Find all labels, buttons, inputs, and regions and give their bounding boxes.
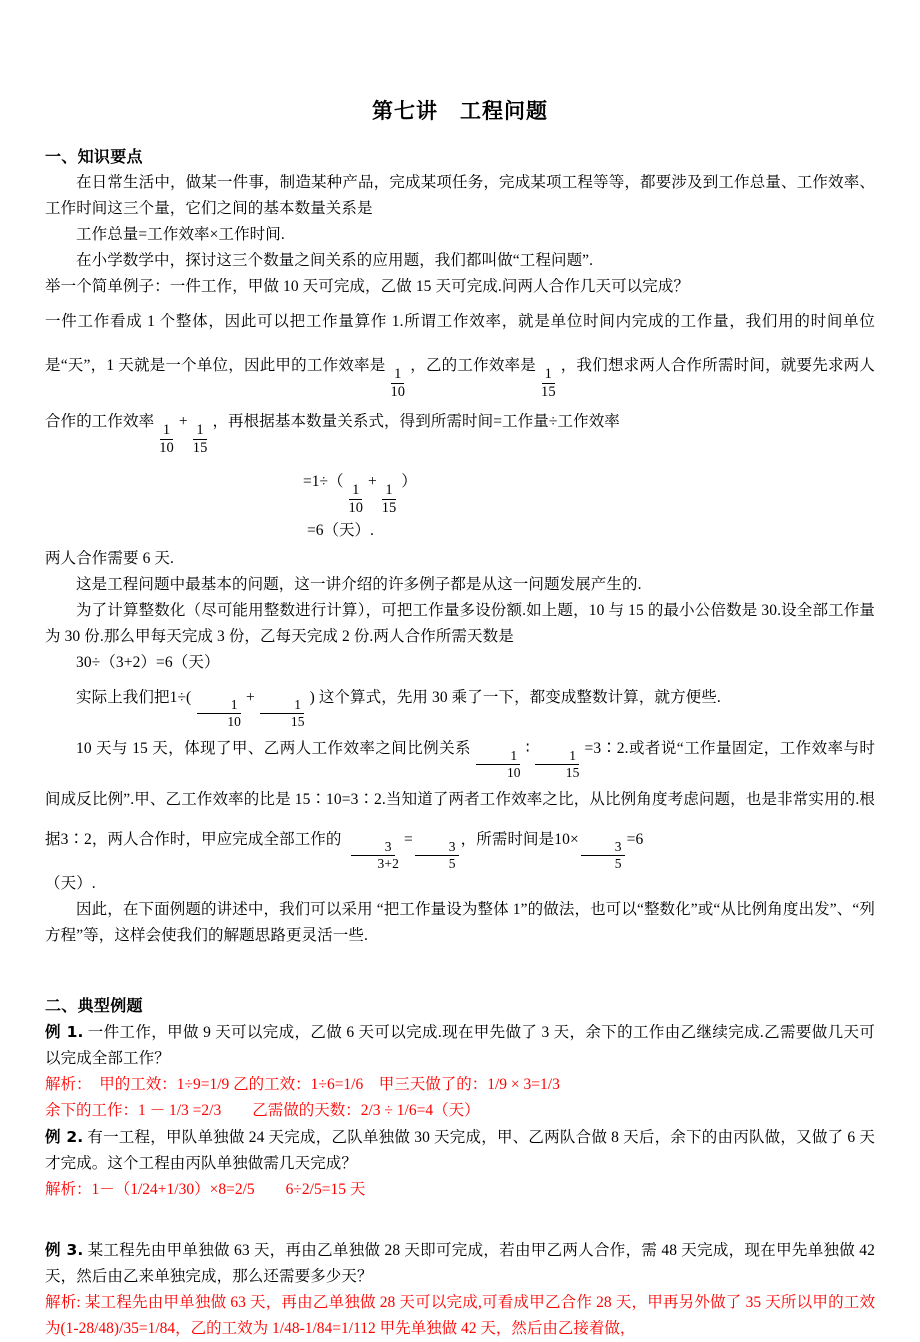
- fraction-numerator: 3: [351, 840, 395, 856]
- fraction-denominator: 10: [348, 500, 363, 517]
- fraction-numerator: 3: [581, 840, 625, 856]
- example-1-solution-line-1: 解析： 甲的工效：1÷9=1/9 乙的工效：1÷6=1/6 甲三天做了的：1/9 × 3=1/3: [45, 1075, 560, 1093]
- fraction-one-fifteenth-2: [190, 423, 211, 456]
- fraction-denominator: 15: [381, 500, 397, 517]
- knowledge-text-10a: 实际上我们把1÷(: [76, 688, 192, 706]
- fraction-one-fifteenth-display: [379, 483, 400, 516]
- fraction-numerator: 1: [382, 483, 395, 500]
- knowledge-paragraph-1: 在日常生活中，做某一件事，制造某种产品，完成某项任务，完成某项工程等等，都要涉及到工作总量、工作效率、工作时间这三个量，它们之间的基本数量关系是: [45, 174, 875, 217]
- section-gap: [45, 949, 875, 975]
- knowledge-text-b: ，乙的工作效率是: [410, 357, 536, 374]
- example-3-label: 例 3.: [45, 1240, 84, 1259]
- fraction-denominator: 10: [506, 765, 521, 781]
- fraction-denominator: 5: [614, 856, 622, 871]
- fraction-denominator: 3+2: [377, 856, 399, 871]
- fraction-denominator: 10: [159, 440, 174, 457]
- knowledge-conclusion-6days: 两人合作需要 6 天.: [45, 549, 174, 567]
- fraction-one-tenth-2: [156, 423, 177, 456]
- knowledge-integer-formula: 30÷（3+2）=6（天）: [76, 653, 220, 671]
- example-gap: [45, 1203, 875, 1237]
- example-2-solution-line-1: 解析：1－（1/24+1/30）×8=2/5 6÷2/5=15 天: [45, 1180, 366, 1198]
- fraction-three-over-sum: [344, 840, 402, 871]
- example-1-question: [45, 1019, 875, 1072]
- fraction-denominator: 15: [565, 765, 580, 781]
- fraction-numerator: 3: [415, 840, 459, 856]
- example-3-solution-line-1: 解析: 某工程先由甲单独做 63 天，再由乙单独做 28 天可以完成,可看成甲乙合作 28 天，甲再另外做了 35 天所以甲的工效为(1-28/48)/35=1/84，乙的工效为 1/48-1/84=1/112 甲先单独做 42 天，然后由乙接着做，: [45, 1293, 875, 1337]
- knowledge-paragraph-7: 这是工程问题中最基本的问题，这一讲介绍的许多例子都是从这一问题发展产生的.: [76, 575, 642, 593]
- ratio-text-b: =3∶2.或者说“工作量固定，工作效率与时间成反比例”.甲、乙工作效率的比是 15∶10=3∶2.当知道了两者工作效率之比，从比例角度考虑问题，也是非常实用的.根据3∶2，两人合作时，甲应完成全部工作的: [45, 739, 875, 848]
- page-content: [45, 0, 875, 1342]
- knowledge-formula-relation: 工作总量=工作效率×工作时间.: [76, 226, 285, 243]
- example-1-text: 一件工作，甲做 9 天可以完成，乙做 6 天可以完成.现在甲先做了 3 天，余下的工作由乙继续完成.乙需要做几天可以完成全部工作？: [45, 1023, 875, 1067]
- fraction-denominator: 10: [227, 714, 242, 730]
- fraction-one-tenth-4: [473, 749, 524, 780]
- fraction-numerator: 1: [197, 698, 241, 714]
- page-title: 第七讲 工程问题: [372, 99, 548, 123]
- fraction-numerator: 1: [260, 698, 304, 714]
- fraction-one-fifteenth-3: [257, 698, 308, 729]
- knowledge-ratio-paragraph: [45, 729, 875, 871]
- section-heading-examples: 二、典型例题: [45, 995, 143, 1015]
- plus-sign-2: +: [246, 688, 255, 706]
- example-1-solution-line-2: 余下的工作：1 － 1/3 =2/3 乙需做的天数：2/3 ÷ 1/6=4（天）: [45, 1101, 480, 1119]
- ratio-colon: ∶: [525, 739, 530, 757]
- fraction-one-tenth-3: [193, 698, 244, 729]
- section-heading-knowledge: 一、知识要点: [45, 147, 143, 166]
- knowledge-paragraph-fractions: [45, 300, 875, 456]
- ratio-text-a: 10 天与 15 天，体现了甲、乙两人工作效率之间比例关系: [76, 739, 471, 757]
- fraction-numerator: 1: [542, 367, 555, 384]
- fraction-denominator: 15: [290, 714, 305, 730]
- knowledge-summary: 因此，在下面例题的讲述中，我们可以采用 “把工作量设为整体 1”的做法，也可以“整数化”或“从比例角度出发”、“列方程”等，这样会使我们的解题思路更灵活一些.: [45, 900, 875, 944]
- fraction-denominator: 15: [540, 384, 556, 401]
- example-2-label: 例 2.: [45, 1127, 84, 1146]
- knowledge-paragraph-10: [45, 676, 875, 729]
- fraction-three-fifths-2: [581, 840, 625, 871]
- knowledge-days-unit: （天）.: [45, 874, 96, 892]
- fraction-numerator: 1: [349, 483, 362, 500]
- fraction-denominator: 10: [390, 384, 406, 401]
- fraction-one-fifteenth-4: [532, 749, 583, 780]
- fraction-numerator: 1: [160, 423, 173, 440]
- equals-sign-1: =: [403, 830, 413, 848]
- fraction-numerator: 1: [535, 749, 579, 765]
- example-3-question: [45, 1237, 875, 1290]
- fraction-numerator: 1: [476, 749, 520, 765]
- knowledge-text-c: ，我们想求两人合作所需时间，就要先求两人合作的工作效率: [45, 357, 875, 430]
- example-2-question: [45, 1124, 875, 1177]
- ratio-text-d: =6: [626, 830, 644, 848]
- knowledge-paragraph-8: 为了计算整数化（尽可能用整数进行计算），可把工作量多设份额.如上题，10 与 15 的最小公倍数是 30.设全部工作量为 30 份.那么甲每天完成 3 份，乙每天完成 2 份.两人合作所需天数是: [45, 601, 875, 645]
- knowledge-example-intro: 举一个简单例子：一件工作，甲做 10 天可完成，乙做 15 天可完成.问两人合作几天可以完成？: [45, 278, 690, 295]
- knowledge-text-a: 一件工作看成 1 个整体，因此可以把工作量算作 1.所谓工作效率，就是单位时间内完成的工作量，我们用的时间单位是“天”，1 天就是一个单位，因此甲的工作效率是: [45, 313, 875, 374]
- fraction-one-fifteenth: [538, 367, 559, 400]
- knowledge-text-d: ，再根据基本数量关系式，得到所需时间=工作量÷工作效率: [212, 412, 620, 430]
- display-formula-line-1: [45, 456, 875, 516]
- plus-sign-1: +: [178, 412, 188, 430]
- example-1-label: 例 1.: [45, 1022, 84, 1041]
- fraction-one-tenth: [387, 367, 408, 400]
- example-2-text: 有一工程，甲队单独做 24 天完成，乙队单独做 30 天完成，甲、乙两队合做 8 天后，余下的由丙队做，又做了 6 天才完成。这个工程由丙队单独做需几天完成？: [45, 1128, 875, 1172]
- example-3-text: 某工程先由甲单独做 63 天，再由乙单独做 28 天即可完成，若由甲乙两人合作，需 48 天完成，现在甲先单独做 42 天，然后由乙来单独完成，那么还需要多少天？: [45, 1241, 875, 1285]
- fraction-one-tenth-display: [346, 483, 367, 516]
- knowledge-text-10b: ) 这个算式，先用 30 乘了一下，都变成整数计算，就方便些.: [309, 688, 721, 706]
- formula-tail: ）: [401, 472, 417, 490]
- fraction-numerator: 1: [391, 367, 404, 384]
- fraction-denominator: 5: [448, 856, 456, 871]
- fraction-denominator: 15: [192, 440, 208, 457]
- plus-sign-display: +: [368, 472, 377, 490]
- formula-lead: =1÷（: [303, 472, 344, 490]
- display-formula-line-2: =6（天）.: [307, 521, 374, 539]
- ratio-text-c: ，所需时间是10×: [460, 830, 579, 848]
- fraction-three-fifths: [415, 840, 459, 871]
- knowledge-paragraph-3: 在小学数学中，探讨这三个数量之间关系的应用题，我们都叫做“工程问题”.: [76, 252, 594, 269]
- fraction-numerator: 1: [193, 423, 206, 440]
